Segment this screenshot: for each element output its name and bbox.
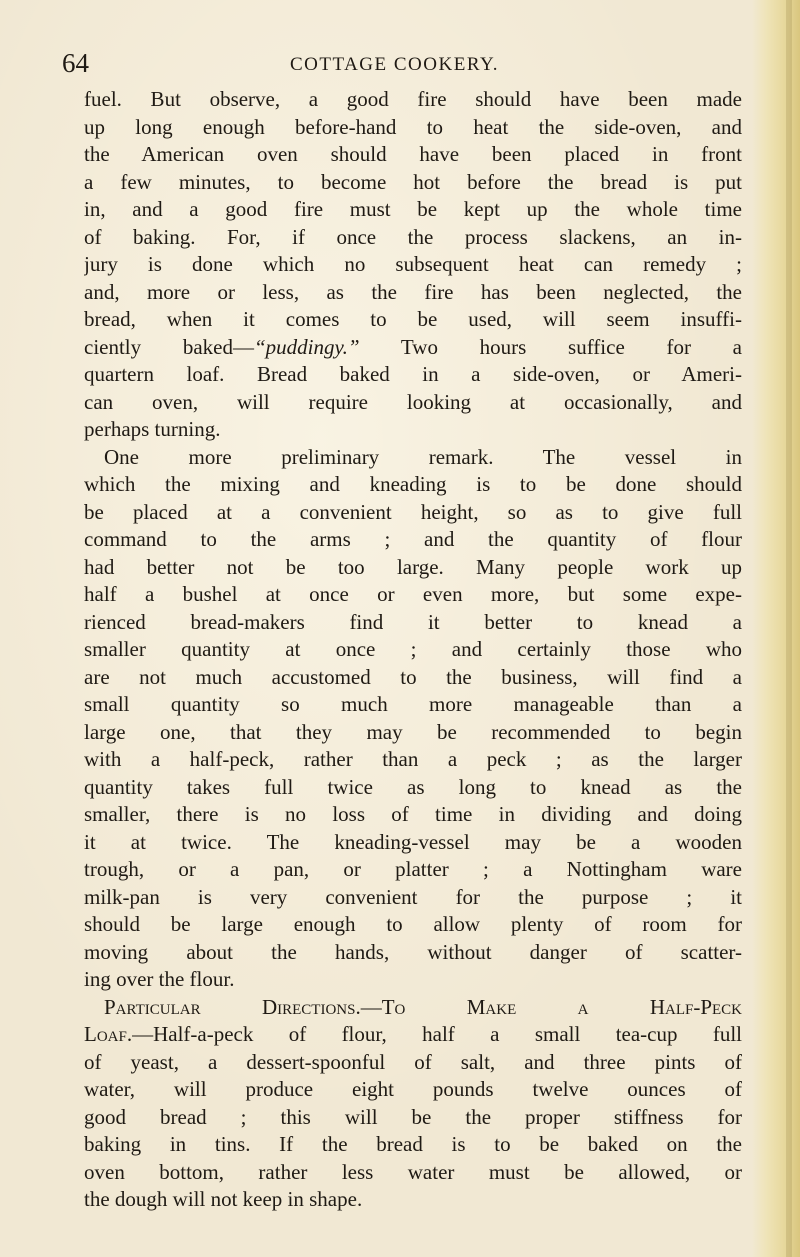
- text-line: a few minutes, to become hot before the bread is put: [84, 169, 742, 194]
- text-line: the dough will not keep in shape.: [84, 1187, 363, 1211]
- section-heading-text: Particular Directions.—To Make a Half-Peck: [104, 994, 742, 1019]
- text-line: baking in tins. If the bread is to be baked on the: [84, 1132, 742, 1156]
- text-line: smaller, there is no loss of time in dividing and doing: [84, 802, 742, 826]
- running-head: [62, 36, 722, 76]
- running-head-title: COTTAGE COOKERY.: [290, 54, 499, 75]
- text-line: quantity takes full twice as long to knead as the: [84, 774, 742, 799]
- text-line: command to the arms ; and the quantity of flour: [84, 527, 742, 551]
- text-line: small quantity so much more manageable than a: [84, 692, 742, 716]
- text-line: and, more or less, as the fire has been neglected, the: [84, 279, 742, 304]
- text-line: of yeast, a dessert-spoonful of salt, and three pints of: [84, 1049, 742, 1074]
- text-line: rienced bread-makers find it better to knead a: [84, 609, 742, 634]
- text-line: quartern loaf. Bread baked in a side-oven, or Ameri-: [84, 362, 742, 386]
- text-line: of baking. For, if once the process slackens, an in-: [84, 224, 742, 249]
- text-line: up long enough before-hand to heat the side-oven, and: [84, 114, 742, 139]
- italic-word: “puddingy.”: [254, 334, 360, 359]
- text-line: in, and a good fire must be kept up the whole time: [84, 197, 742, 221]
- text-line: which the mixing and kneading is to be done should: [84, 472, 742, 496]
- text-line: [84, 334, 742, 362]
- text-line: water, will produce eight pounds twelve ounces of: [84, 1077, 742, 1101]
- text-line: milk-pan is very convenient for the purpose ; it: [84, 884, 742, 909]
- text-line: had better not be too large. Many people work up: [84, 554, 742, 579]
- text-line: half a bushel at once or even more, but some expe-: [84, 582, 742, 606]
- text-line: trough, or a pan, or platter ; a Nottingham ware: [84, 857, 742, 881]
- text-line: be placed at a convenient height, so as to give full: [84, 499, 742, 524]
- text-fragment: —Half-a-peck of flour, half a small tea-cup full: [132, 1022, 742, 1046]
- text-line: are not much accustomed to the business, will find a: [84, 664, 742, 689]
- text-fragment: Two hours suffice for a: [359, 334, 742, 359]
- page-edge: [752, 0, 800, 1257]
- text-line: bread, when it comes to be used, will seem insuffi-: [84, 307, 742, 331]
- page-number: 64: [62, 48, 89, 78]
- body-text: [84, 86, 742, 1214]
- text-line: good bread ; this will be the proper stiffness for: [84, 1104, 742, 1129]
- text-line: it at twice. The kneading-vessel may be a wooden: [84, 829, 742, 854]
- section-heading-text: Loaf.: [84, 1022, 133, 1046]
- text-line: smaller quantity at once ; and certainly those who: [84, 637, 742, 661]
- text-line: perhaps turning.: [84, 417, 221, 441]
- text-line: ing over the flour.: [84, 967, 235, 991]
- text-line: [84, 1021, 742, 1049]
- section-heading: [84, 994, 742, 1022]
- text-line: fuel. But observe, a good fire should have been made: [84, 87, 742, 111]
- text-line: jury is done which no subsequent heat can remedy ;: [84, 252, 742, 276]
- paragraph-start: One more preliminary remark. The vessel in: [104, 444, 742, 469]
- text-line: can oven, will require looking at occasionally, and: [84, 389, 742, 414]
- text-line: oven bottom, rather less water must be allowed, or: [84, 1159, 742, 1184]
- text-fragment: ciently baked—: [84, 334, 254, 359]
- text-line: large one, that they may be recommended to begin: [84, 719, 742, 744]
- text-line: should be large enough to allow plenty of room for: [84, 912, 742, 936]
- text-line: the American oven should have been placed in front: [84, 142, 742, 166]
- text-line: moving about the hands, without danger of scatter-: [84, 939, 742, 964]
- text-line: with a half-peck, rather than a peck ; as the larger: [84, 747, 742, 771]
